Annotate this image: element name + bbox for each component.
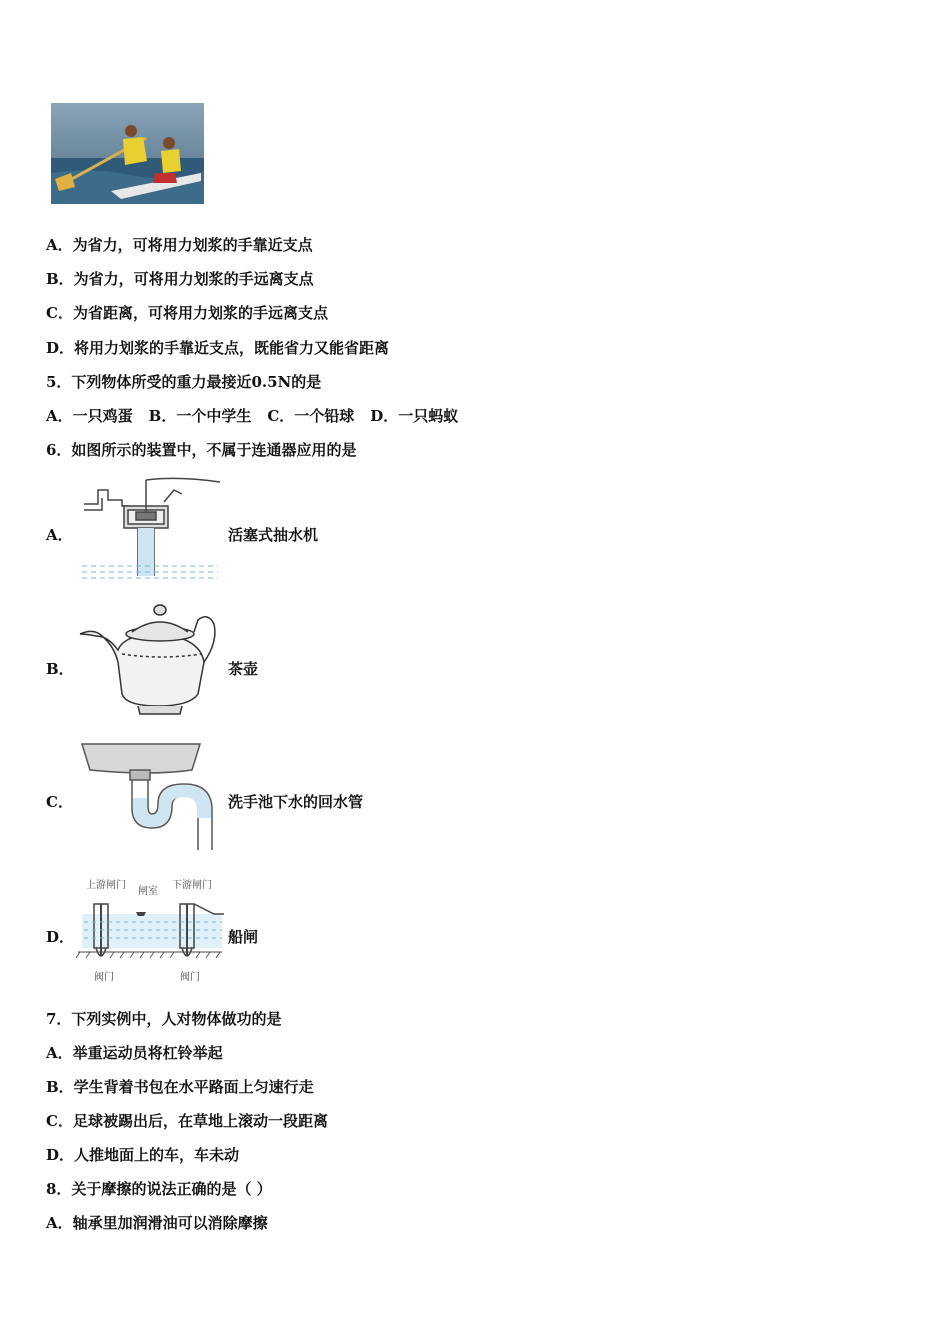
q6-option-a-letter: A． — [46, 526, 73, 544]
q6-option-d-label: 船闸 — [228, 928, 259, 946]
q6-stem: 6．如图所示的装置中，不属于连通器应用的是 — [46, 441, 357, 459]
q6-option-c-letter: C． — [46, 793, 73, 811]
piston-pump-figure — [78, 476, 224, 586]
valve-right-label: 阀门 — [180, 972, 200, 983]
q5-options — [46, 406, 458, 426]
q7-option-c: C．足球被踢出后，在草地上滚动一段距离 — [46, 1112, 328, 1130]
sink-trap-figure — [80, 740, 224, 852]
q7-option-a: A．举重运动员将杠铃举起 — [46, 1044, 223, 1062]
q5-option-b: B．一个中学生 — [148, 407, 252, 425]
q8-option-a: A．轴承里加润滑油可以消除摩擦 — [46, 1214, 268, 1232]
canoe-photo — [51, 103, 204, 204]
q4-option-d: D．将用力划浆的手靠近支点，既能省力又能省距离 — [46, 339, 390, 357]
q6-option-b-label: 茶壶 — [228, 660, 259, 678]
teapot-figure — [78, 602, 224, 718]
q8-stem: 8．关于摩擦的说法正确的是（ ） — [46, 1180, 272, 1198]
q6-option-b-letter: B． — [46, 660, 74, 678]
valve-left-label: 阀门 — [94, 972, 114, 983]
q4-option-b: B．为省力，可将用力划浆的手远离支点 — [46, 270, 314, 288]
q7-option-d: D．人推地面上的车，车未动 — [46, 1146, 240, 1164]
upper-gate-label: 上游闸门 — [86, 880, 126, 891]
q5-option-a: A．一只鸡蛋 — [46, 407, 133, 425]
q6-option-c-label: 洗手池下水的回水管 — [228, 793, 364, 811]
q4-option-c: C．为省距离，可将用力划浆的手远离支点 — [46, 304, 328, 322]
lower-gate-label: 下游闸门 — [172, 880, 212, 891]
q6-option-d-letter: D． — [46, 928, 75, 946]
q6-option-a-label: 活塞式抽水机 — [228, 526, 319, 544]
q5-option-c: C．一个铅球 — [267, 407, 355, 425]
q5-option-d: D．一只蚂蚁 — [370, 407, 459, 425]
q4-option-a: A．为省力，可将用力划浆的手靠近支点 — [46, 236, 313, 254]
q5-stem: 5．下列物体所受的重力最接近0.5N的是 — [46, 373, 322, 391]
q7-stem: 7．下列实例中，人对物体做功的是 — [46, 1010, 282, 1028]
ship-lock-figure — [74, 874, 226, 986]
q7-option-b: B．学生背着书包在水平路面上匀速行走 — [46, 1078, 314, 1096]
chamber-label: 闸室 — [138, 886, 158, 897]
